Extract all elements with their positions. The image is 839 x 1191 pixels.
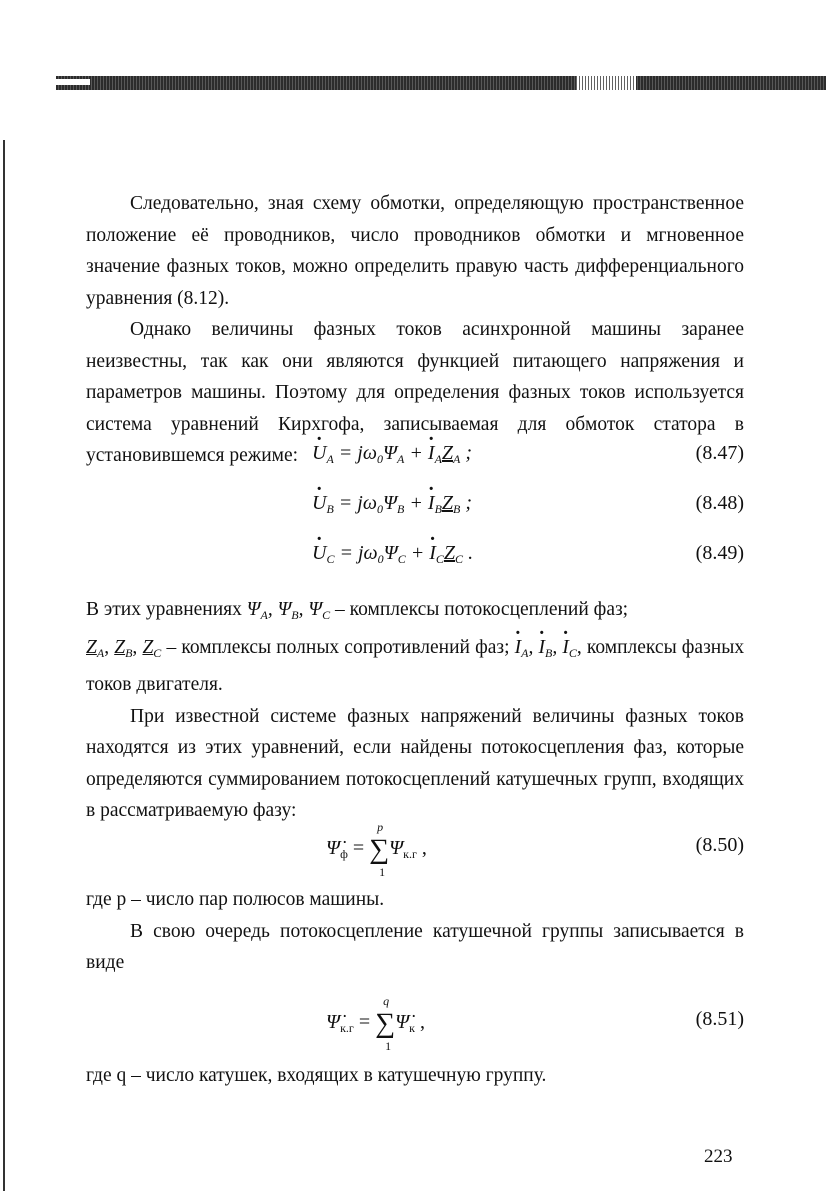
paragraph-3-line-1: В этих уравнениях $\Psi_A$, $\Psi_B$, $\Psi_C$ – комплексы потокосцеплений фаз;: [86, 599, 629, 622]
paragraph-5: [86, 884, 744, 979]
equation-8-50: [86, 816, 744, 879]
equation-8-49-number: (8.49): [695, 542, 744, 564]
paragraph-1-text: Следовательно, зная схему обмотки, определяющую пространственное положение её проводников, число проводников обмотки и мгновенное значение фазных токов, можно определить правую часть дифференциального уравнения (8.12).: [86, 193, 744, 309]
equation-8-48: [86, 492, 744, 528]
equation-8-49-formula: · $U_C = j\omega_0\Psi_C$ + · $I_CZ_C$ .: [312, 542, 473, 567]
paragraph-7-text: где q – число катушек, входящих в катушечную группу.: [86, 1065, 547, 1086]
paragraph-2-text: Однако величины фазных токов асинхронной машины заранее неизвестны, так как они являются функцией питающего напряжения и параметров машины. Поэтому для определения фазных токов используется система уравнений Кирхгофа, записываемая для обмоток статора в установившемся режиме:: [86, 319, 744, 466]
scan-left-edge: [3, 140, 5, 1191]
page-number: 223: [704, 1146, 733, 1167]
equation-8-50-number: (8.50): [695, 834, 744, 856]
equation-8-51: [86, 990, 744, 1053]
paragraph-6-text: В свою очередь потокосцепление катушечной группы записывается в виде: [86, 920, 744, 973]
equation-8-49: [86, 542, 744, 578]
paragraph-5-text: где p – число пар полюсов машины.: [86, 889, 385, 910]
paragraph-3-line-2: $Z_A$, $Z_B$, $Z_C$ – комплексы полных сопротивлений фаз; · $I_A$, · $I_B$, · $I_C$, комплексы фазных токов двигателя.: [86, 632, 744, 701]
equation-8-51-formula: $\Psi̇_{к.г}$ = ∑ q 1 $\Psi̇_к$ ,: [326, 994, 425, 1053]
equation-8-47-number: (8.47): [695, 442, 744, 464]
paragraph-3: [86, 594, 744, 827]
paragraph-1: [86, 188, 744, 472]
paragraph-7: [86, 1060, 744, 1092]
scan-header-line: [56, 76, 826, 90]
equation-8-47: [86, 442, 744, 478]
equation-8-51-number: (8.51): [695, 1008, 744, 1030]
paragraph-4-text: При известной системе фазных напряжений величины фазных токов находятся из этих уравнений, если найдены потокосцепления фаз, которые определяются суммированием потокосцеплений катушечных групп, входящих в рассматриваемую фазу:: [86, 705, 744, 821]
equation-8-48-formula: · $U_B = j\omega_0\Psi_B$ + · $I_BZ_B$ ;: [312, 492, 472, 517]
equation-8-50-formula: $\Psi̇_ф$ = ∑ p 1 $\Psi_{к.г}$ ,: [326, 820, 427, 879]
equation-8-48-number: (8.48): [695, 492, 744, 514]
equation-8-47-formula: · $U_A = j\omega_0\Psi_A$ + · $I_AZ_A$ ;: [312, 442, 472, 467]
